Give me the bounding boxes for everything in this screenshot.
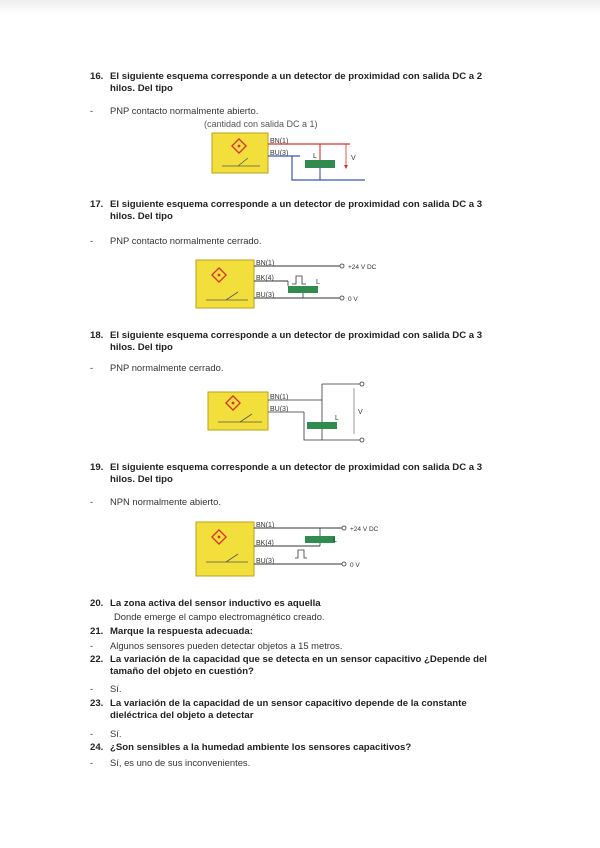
label-bk: BK(4) <box>256 275 274 282</box>
label-bu: BU(3) <box>270 406 289 413</box>
answer-24: - Sí, es uno de sus inconvenientes. <box>90 757 251 768</box>
question-text: El siguiente esquema corresponde a un detector de proximidad con salida DC a 2 <box>110 71 483 82</box>
question-text: El siguiente esquema corresponde a un detector de proximidad con salida DC a 3 <box>110 330 483 341</box>
load-symbol <box>305 160 335 168</box>
label-bu: BU(3) <box>270 150 289 157</box>
question-22 <box>90 654 487 678</box>
question-text-cont: tamaño del objeto en cuestión? <box>110 666 254 677</box>
cropped-caption: (cantidad con salida DC a 1) <box>204 119 318 129</box>
label-bn: BN(1) <box>270 394 289 401</box>
diagram-18 <box>204 378 384 453</box>
answer-21: - Algunos sensores pueden detectar objetos a 15 metros. <box>90 640 343 651</box>
load-symbol <box>307 422 337 429</box>
question-text-cont: hilos. Del tipo <box>110 83 173 94</box>
question-text: El siguiente esquema corresponde a un detector de proximidad con salida DC a 3 <box>110 199 483 210</box>
label-l: L <box>335 415 339 422</box>
sensor-body <box>212 133 268 173</box>
question-text-cont: hilos. Del tipo <box>110 342 173 353</box>
question-text: La variación de la capacidad de un sensor capacitivo depende de la constante <box>110 698 467 709</box>
answer-text: PNP contacto normalmente abierto. <box>110 105 259 116</box>
answer-text: Algunos sensores pueden detectar objetos a 15 metros. <box>110 640 343 651</box>
answer-17: - PNP contacto normalmente cerrado. <box>90 235 262 246</box>
answer-16: - PNP contacto normalmente abierto. <box>90 105 259 116</box>
question-17 <box>90 199 482 223</box>
question-19 <box>90 462 482 486</box>
label-bu: BU(3) <box>256 558 275 565</box>
answer-text: Donde emerge el campo electromagnético creado. <box>114 611 325 622</box>
question-number: 24. <box>90 742 104 753</box>
question-text: El siguiente esquema corresponde a un detector de proximidad con salida DC a 3 <box>110 462 483 473</box>
label-0v: 0 V <box>350 562 360 569</box>
question-23 <box>90 698 467 722</box>
question-text-cont: hilos. Del tipo <box>110 474 173 485</box>
label-bu: BU(3) <box>256 292 275 299</box>
pulse-icon <box>295 550 307 558</box>
answer-text: Sí, es uno de sus inconvenientes. <box>110 757 251 768</box>
question-16 <box>90 71 482 95</box>
question-number: 19. <box>90 462 104 473</box>
label-bn: BN(1) <box>270 138 289 145</box>
label-l: L <box>313 153 317 160</box>
diagram-17 <box>192 256 392 317</box>
question-18 <box>90 330 482 354</box>
pulse-icon <box>292 276 306 284</box>
question-24 <box>90 742 411 754</box>
question-number: 22. <box>90 654 104 665</box>
label-bk: BK(4) <box>256 540 274 547</box>
label-l: L <box>333 537 337 544</box>
question-number: 17. <box>90 199 104 210</box>
answer-text: NPN normalmente abierto. <box>110 496 221 507</box>
question-number: 21. <box>90 626 104 637</box>
label-v: V <box>358 409 363 416</box>
answer-text: PNP contacto normalmente cerrado. <box>110 235 262 246</box>
answer-18: - PNP normalmente cerrado. <box>90 362 224 373</box>
sensor-body <box>208 392 268 430</box>
diagram-19 <box>192 518 392 585</box>
question-number: 18. <box>90 330 104 341</box>
scan-edge <box>0 0 600 14</box>
question-text: Marque la respuesta adecuada: <box>110 626 253 637</box>
answer-text: PNP normalmente cerrado. <box>110 362 224 373</box>
answer-20 <box>114 611 325 623</box>
question-number: 23. <box>90 698 104 709</box>
label-bn: BN(1) <box>256 260 275 267</box>
load-symbol <box>288 286 318 293</box>
label-v: V <box>351 155 356 162</box>
answer-text: Sí. <box>110 728 122 739</box>
load-symbol <box>305 536 335 543</box>
question-text-cont: hilos. Del tipo <box>110 211 173 222</box>
label-l: L <box>316 279 320 286</box>
label-plus-24v: +24 V DC <box>348 264 377 271</box>
question-text: ¿Son sensibles a la humedad ambiente los sensores capacitivos? <box>110 742 412 753</box>
diagram-16 <box>200 116 380 193</box>
question-21 <box>90 626 253 638</box>
answer-text: Sí. <box>110 683 122 694</box>
answer-19: - NPN normalmente abierto. <box>90 496 221 507</box>
label-plus-24v: +24 V DC <box>350 526 379 533</box>
question-number: 16. <box>90 71 104 82</box>
question-20 <box>90 598 321 610</box>
sensor-body <box>196 260 254 308</box>
label-0v: 0 V <box>348 296 358 303</box>
answer-23: - Sí. <box>90 728 122 739</box>
sensor-body <box>196 522 254 576</box>
question-text: La variación de la capacidad que se detecta en un sensor capacitivo ¿Depende del <box>110 654 487 665</box>
question-number: 20. <box>90 598 104 609</box>
label-bn: BN(1) <box>256 522 275 529</box>
question-text: La zona activa del sensor inductivo es aquella <box>110 598 321 609</box>
question-text-cont: dieléctrica del objeto a detectar <box>110 710 254 721</box>
answer-22: - Sí. <box>90 683 122 694</box>
